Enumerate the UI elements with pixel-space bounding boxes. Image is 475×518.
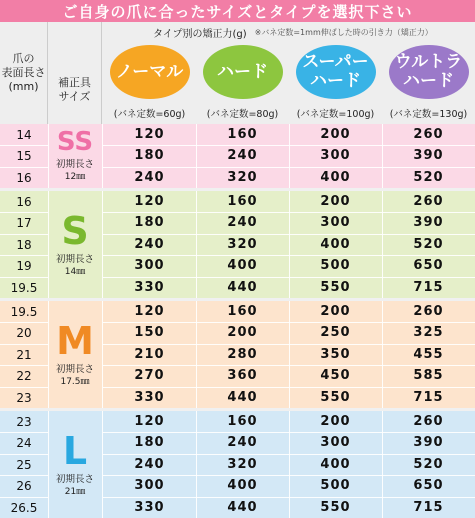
force-value-cell: 260 bbox=[413, 414, 444, 429]
size-group bbox=[0, 191, 475, 298]
nail-length-cell: 14 bbox=[16, 127, 32, 142]
force-value-cell: 300 bbox=[134, 258, 165, 273]
force-value-cell: 260 bbox=[413, 194, 444, 209]
initial-length-value: 12㎜ bbox=[64, 172, 86, 182]
force-value-cell: 210 bbox=[134, 347, 165, 362]
nail-length-cell: 19.5 bbox=[10, 304, 38, 319]
size-code: S bbox=[61, 208, 89, 253]
force-value-cell: 260 bbox=[413, 127, 444, 142]
initial-length-label: 初期長さ bbox=[55, 253, 94, 265]
type-name-line: ハード bbox=[310, 71, 361, 91]
nail-length-cell: 19 bbox=[16, 258, 32, 273]
nail-length-cell: 26.5 bbox=[10, 500, 38, 515]
nail-length-cell: 17 bbox=[16, 215, 32, 230]
force-value-cell: 180 bbox=[134, 435, 165, 450]
force-value-cell: 240 bbox=[227, 215, 258, 230]
length-column-header bbox=[0, 22, 48, 124]
initial-length-label: 初期長さ bbox=[55, 363, 94, 375]
force-value-cell: 320 bbox=[227, 457, 258, 472]
size-code: L bbox=[62, 428, 88, 473]
initial-length bbox=[56, 474, 94, 498]
type-column-header bbox=[289, 42, 382, 124]
force-value-cell: 320 bbox=[227, 170, 258, 185]
type-name-line: スーパー bbox=[302, 52, 369, 72]
force-value-cell: 520 bbox=[413, 237, 444, 252]
initial-length bbox=[56, 159, 94, 183]
force-value-cell: 390 bbox=[413, 215, 444, 230]
type-column-header bbox=[382, 42, 475, 124]
force-value-cell: 200 bbox=[320, 194, 351, 209]
force-value-cell: 360 bbox=[227, 368, 258, 383]
type-column-header bbox=[103, 42, 196, 124]
type-name-line: ハード bbox=[217, 61, 268, 82]
force-value-cell: 450 bbox=[320, 368, 351, 383]
force-value-cell: 300 bbox=[320, 148, 351, 163]
force-value-cell: 270 bbox=[134, 368, 165, 383]
nail-length-cell: 22 bbox=[16, 368, 32, 383]
force-value-cell: 120 bbox=[134, 194, 165, 209]
force-value-cell: 120 bbox=[134, 304, 165, 319]
type-badge bbox=[203, 45, 283, 99]
type-name-line: ウルトラ bbox=[394, 52, 463, 72]
length-header-line: 爪の bbox=[12, 52, 35, 65]
force-value-cell: 650 bbox=[413, 478, 444, 493]
spring-constant-note: ※バネ定数=1mm伸ばした時の引き力（矯正力） bbox=[254, 27, 433, 37]
nail-length-cell: 23 bbox=[16, 414, 32, 429]
force-value-cell: 400 bbox=[227, 478, 258, 493]
force-value-cell: 320 bbox=[227, 237, 258, 252]
nail-length-cell: 25 bbox=[16, 457, 32, 472]
size-code: SS bbox=[56, 127, 94, 157]
nail-length-cell: 24 bbox=[16, 435, 32, 450]
type-name-line: ハード bbox=[403, 71, 454, 91]
force-value-cell: 200 bbox=[320, 127, 351, 142]
size-cell bbox=[48, 411, 102, 518]
type-force-label bbox=[103, 22, 475, 42]
force-value-cell: 200 bbox=[320, 304, 351, 319]
initial-length bbox=[56, 364, 94, 388]
spring-constant-caption: (バネ定数=60g) bbox=[113, 109, 186, 120]
force-value-cell: 400 bbox=[320, 457, 351, 472]
force-value-cell: 440 bbox=[227, 500, 258, 515]
force-value-cell: 330 bbox=[134, 500, 165, 515]
force-value-cell: 550 bbox=[320, 280, 351, 295]
type-badge bbox=[389, 45, 469, 99]
force-value-cell: 650 bbox=[413, 258, 444, 273]
force-value-cell: 240 bbox=[134, 237, 165, 252]
size-group bbox=[0, 124, 475, 188]
force-value-cell: 300 bbox=[134, 478, 165, 493]
type-column-header bbox=[196, 42, 289, 124]
size-group bbox=[0, 411, 475, 518]
initial-length-value: 17.5㎜ bbox=[60, 376, 90, 387]
size-header-line: サイズ bbox=[58, 90, 91, 103]
force-value-cell: 250 bbox=[320, 325, 351, 340]
force-value-cell: 240 bbox=[134, 457, 165, 472]
nail-length-cell: 18 bbox=[16, 237, 32, 252]
force-value-cell: 715 bbox=[413, 280, 444, 295]
nail-length-cell: 16 bbox=[16, 170, 32, 185]
force-value-cell: 240 bbox=[134, 170, 165, 185]
force-value-cell: 500 bbox=[320, 478, 351, 493]
length-header-line: 表面長さ bbox=[1, 66, 46, 79]
length-header-line: (mm) bbox=[8, 80, 39, 93]
size-header-line: 補正具 bbox=[58, 76, 91, 89]
nail-length-cell: 21 bbox=[16, 347, 32, 362]
force-value-cell: 550 bbox=[320, 390, 351, 405]
table-header bbox=[0, 22, 475, 124]
force-value-cell: 400 bbox=[320, 170, 351, 185]
force-value-cell: 160 bbox=[227, 127, 258, 142]
type-columns bbox=[103, 42, 475, 124]
initial-length-label: 初期長さ bbox=[55, 159, 94, 170]
force-value-cell: 300 bbox=[320, 215, 351, 230]
force-value-cell: 400 bbox=[320, 237, 351, 252]
type-badge bbox=[110, 45, 190, 99]
nail-length-cell: 20 bbox=[16, 325, 32, 340]
force-value-cell: 550 bbox=[320, 500, 351, 515]
initial-length-label: 初期長さ bbox=[55, 473, 94, 485]
force-value-cell: 180 bbox=[134, 148, 165, 163]
force-value-cell: 500 bbox=[320, 258, 351, 273]
force-value-cell: 715 bbox=[413, 390, 444, 405]
force-value-cell: 240 bbox=[227, 148, 258, 163]
force-value-cell: 325 bbox=[413, 325, 444, 340]
size-cell bbox=[48, 124, 102, 188]
size-group bbox=[0, 301, 475, 408]
type-badge bbox=[296, 45, 376, 99]
spring-constant-caption: (バネ定数=130g) bbox=[389, 109, 468, 120]
force-value-cell: 400 bbox=[227, 258, 258, 273]
force-value-cell: 715 bbox=[413, 500, 444, 515]
nail-length-cell: 26 bbox=[16, 478, 32, 493]
force-value-cell: 200 bbox=[227, 325, 258, 340]
force-value-cell: 120 bbox=[134, 127, 165, 142]
type-force-title: タイプ別の矯正力(g) bbox=[153, 28, 247, 40]
spring-constant-caption: (バネ定数=80g) bbox=[206, 109, 279, 120]
nail-length-cell: 23 bbox=[16, 390, 32, 405]
force-value-cell: 330 bbox=[134, 390, 165, 405]
force-value-cell: 120 bbox=[134, 414, 165, 429]
page-title: ご自身の爪に合ったサイズとタイプを選択下さい bbox=[0, 0, 475, 22]
force-value-cell: 160 bbox=[227, 304, 258, 319]
force-value-cell: 390 bbox=[413, 435, 444, 450]
force-value-cell: 585 bbox=[413, 368, 444, 383]
force-value-cell: 350 bbox=[320, 347, 351, 362]
force-value-cell: 200 bbox=[320, 414, 351, 429]
spring-constant-caption: (バネ定数=100g) bbox=[296, 109, 375, 120]
nail-length-cell: 19.5 bbox=[10, 280, 38, 295]
initial-length-value: 21㎜ bbox=[64, 486, 86, 497]
size-cell bbox=[48, 301, 102, 408]
nail-length-cell: 16 bbox=[16, 194, 32, 209]
size-code: M bbox=[56, 318, 94, 363]
force-value-cell: 180 bbox=[134, 215, 165, 230]
size-cell bbox=[48, 191, 102, 298]
force-value-cell: 300 bbox=[320, 435, 351, 450]
force-value-cell: 160 bbox=[227, 194, 258, 209]
force-value-cell: 150 bbox=[134, 325, 165, 340]
force-value-cell: 330 bbox=[134, 280, 165, 295]
initial-length-value: 14㎜ bbox=[64, 266, 86, 277]
force-value-cell: 440 bbox=[227, 390, 258, 405]
force-value-cell: 260 bbox=[413, 304, 444, 319]
force-value-cell: 280 bbox=[227, 347, 258, 362]
nail-length-cell: 15 bbox=[16, 148, 32, 163]
force-value-cell: 440 bbox=[227, 280, 258, 295]
initial-length bbox=[56, 254, 94, 278]
force-value-cell: 520 bbox=[413, 457, 444, 472]
force-value-cell: 455 bbox=[413, 347, 444, 362]
size-column-header bbox=[48, 22, 102, 124]
force-value-cell: 520 bbox=[413, 170, 444, 185]
force-value-cell: 240 bbox=[227, 435, 258, 450]
force-value-cell: 390 bbox=[413, 148, 444, 163]
type-name-line: ノーマル bbox=[115, 61, 184, 82]
force-value-cell: 160 bbox=[227, 414, 258, 429]
